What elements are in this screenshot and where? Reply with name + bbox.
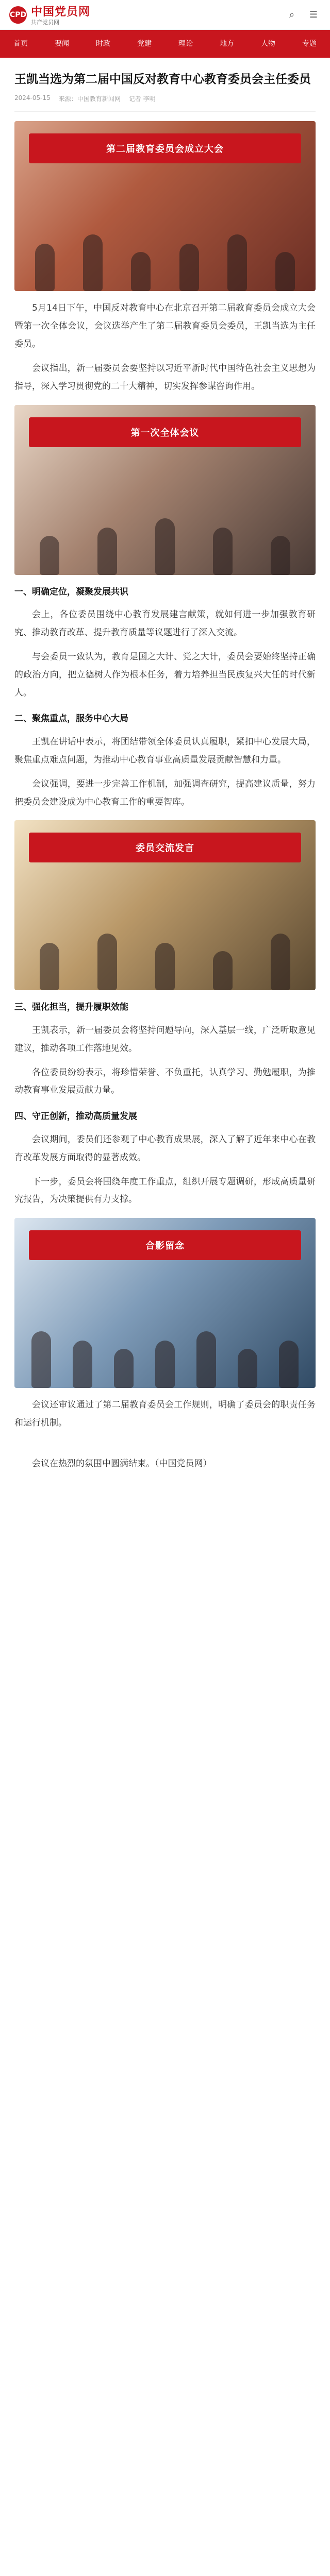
article-author: 记者 李明: [128, 95, 156, 103]
nav-item-theory[interactable]: 理论: [178, 39, 193, 48]
header-actions: [285, 8, 321, 22]
person-silhouette: [73, 1341, 92, 1388]
person-silhouette: [131, 252, 151, 291]
nav-item-news[interactable]: 要闻: [55, 39, 69, 48]
brand[interactable]: [9, 3, 90, 26]
site-header: [0, 0, 330, 30]
nav-item-topics[interactable]: 专题: [302, 39, 317, 48]
person-silhouette: [275, 252, 295, 291]
spacer: [14, 1438, 316, 1449]
person-silhouette: [155, 518, 175, 575]
meeting-banner-1: 第二届教育委员会成立大会: [29, 133, 301, 163]
nav-item-local[interactable]: 地方: [220, 39, 234, 48]
article-paragraph: 与会委员一致认为，教育是国之大计、党之大计，委员会要始终坚持正确的政治方向，把立德树人作为根本任务，着力培养担当民族复兴大任的时代新人。: [14, 651, 316, 698]
meeting-photo-4: [14, 1218, 316, 1388]
person-silhouette: [227, 234, 247, 291]
person-silhouette: [196, 1331, 216, 1388]
person-silhouette: [83, 234, 103, 291]
meeting-photo-3: [14, 820, 316, 990]
person-silhouette: [114, 1349, 134, 1388]
brand-subtitle: 共产党员网: [31, 19, 59, 26]
site-logo: CPD: [9, 6, 27, 24]
article-paragraph: 下一步，委员会将围绕年度工作重点，组织开展专题调研，形成高质量研究报告，为决策提供有力支撑。: [14, 1176, 316, 1205]
article-paragraph: 会议还审议通过了第二届教育委员会工作规则，明确了委员会的职责任务和运行机制。: [14, 1400, 316, 1429]
article-paragraph: 王凯在讲话中表示，将团结带领全体委员认真履职，紧扣中心发展大局，聚焦重点难点问题，为推动中心教育事业高质量发展贡献智慧和力量。: [14, 736, 316, 765]
article-paragraph: 会议期间，委员们还参观了中心教育成果展，深入了解了近年来中心在教育改革发展方面取得的显著成效。: [14, 1134, 316, 1163]
main-nav: [0, 30, 330, 58]
article: [0, 58, 330, 2576]
person-silhouette: [97, 934, 117, 990]
person-silhouette: [155, 943, 175, 990]
person-silhouette: [40, 943, 59, 990]
person-silhouette: [271, 934, 290, 990]
person-silhouette: [238, 1349, 257, 1388]
person-silhouette: [155, 1341, 175, 1388]
meeting-photo-1: [14, 121, 316, 291]
person-silhouette: [31, 1331, 51, 1388]
meeting-banner-4: 合影留念: [29, 1230, 301, 1260]
person-silhouette: [271, 536, 290, 575]
brand-name: 中国党员网: [31, 6, 91, 19]
meeting-banner-2: 第一次全体会议: [29, 417, 301, 447]
people-row: [14, 1311, 316, 1388]
article-paragraph: 5月14日下午，中国反对教育中心在北京召开第二届教育委员会成立大会暨第一次全体会议，会议选举产生了第二届教育委员会委员，王凯当选为主任委员。: [14, 303, 316, 350]
article-date: 2024-05-15: [14, 94, 51, 102]
section-heading: 一、明确定位，凝聚发展共识: [14, 586, 128, 597]
people-row: [14, 913, 316, 990]
nav-item-party[interactable]: 党建: [137, 39, 152, 48]
people-row: [14, 214, 316, 291]
closing-paragraph: 会议在热烈的氛围中圆满结束。（中国党员网）: [32, 1458, 212, 1469]
article-paragraph: 王凯表示，新一届委员会将坚持问题导向，深入基层一线，广泛听取意见建议，推动各项工作落地见效。: [14, 1025, 316, 1054]
section-heading: 三、强化担当，提升履职效能: [14, 1002, 128, 1013]
search-icon[interactable]: ⌕: [289, 9, 295, 20]
person-silhouette: [179, 244, 199, 291]
article-title: 王凯当选为第二届中国反对教育中心教育委员会主任委员: [14, 73, 311, 86]
nav-item-politics[interactable]: 时政: [96, 39, 110, 48]
article-paragraph: 各位委员纷纷表示，将珍惜荣誉、不负重托，认真学习、勤勉履职，为推动教育事业发展贡献力量。: [14, 1067, 316, 1096]
meeting-photo-2: [14, 405, 316, 575]
article-paragraph: 会上，各位委员围绕中心教育发展建言献策，就如何进一步加强教育研究、推动教育改革、提升教育质量等议题进行了深入交流。: [14, 609, 316, 638]
article-paragraph: 会议强调，要进一步完善工作机制，加强调查研究，提高建议质量，努力把委员会建设成为中心教育工作的重要智库。: [14, 778, 316, 807]
person-silhouette: [97, 528, 117, 575]
person-silhouette: [35, 244, 55, 291]
person-silhouette: [279, 1341, 299, 1388]
article-source: 来源：中国教育新闻网: [58, 95, 121, 103]
nav-item-people[interactable]: 人物: [261, 39, 275, 48]
person-silhouette: [213, 951, 233, 990]
meeting-banner-3: 委员交流发言: [29, 833, 301, 862]
menu-icon[interactable]: ☰: [309, 9, 318, 20]
section-heading: 二、聚焦重点，服务中心大局: [14, 714, 128, 724]
article-paragraph: 会议指出，新一届委员会要坚持以习近平新时代中国特色社会主义思想为指导，深入学习贯彻党的二十大精神，切实发挥参谋咨询作用。: [14, 363, 316, 392]
nav-item-home[interactable]: 首页: [13, 39, 28, 48]
person-silhouette: [40, 536, 59, 575]
section-heading: 四、守正创新，推动高质量发展: [14, 1111, 137, 1122]
person-silhouette: [213, 528, 233, 575]
people-row: [14, 498, 316, 575]
article-meta: [14, 94, 316, 112]
